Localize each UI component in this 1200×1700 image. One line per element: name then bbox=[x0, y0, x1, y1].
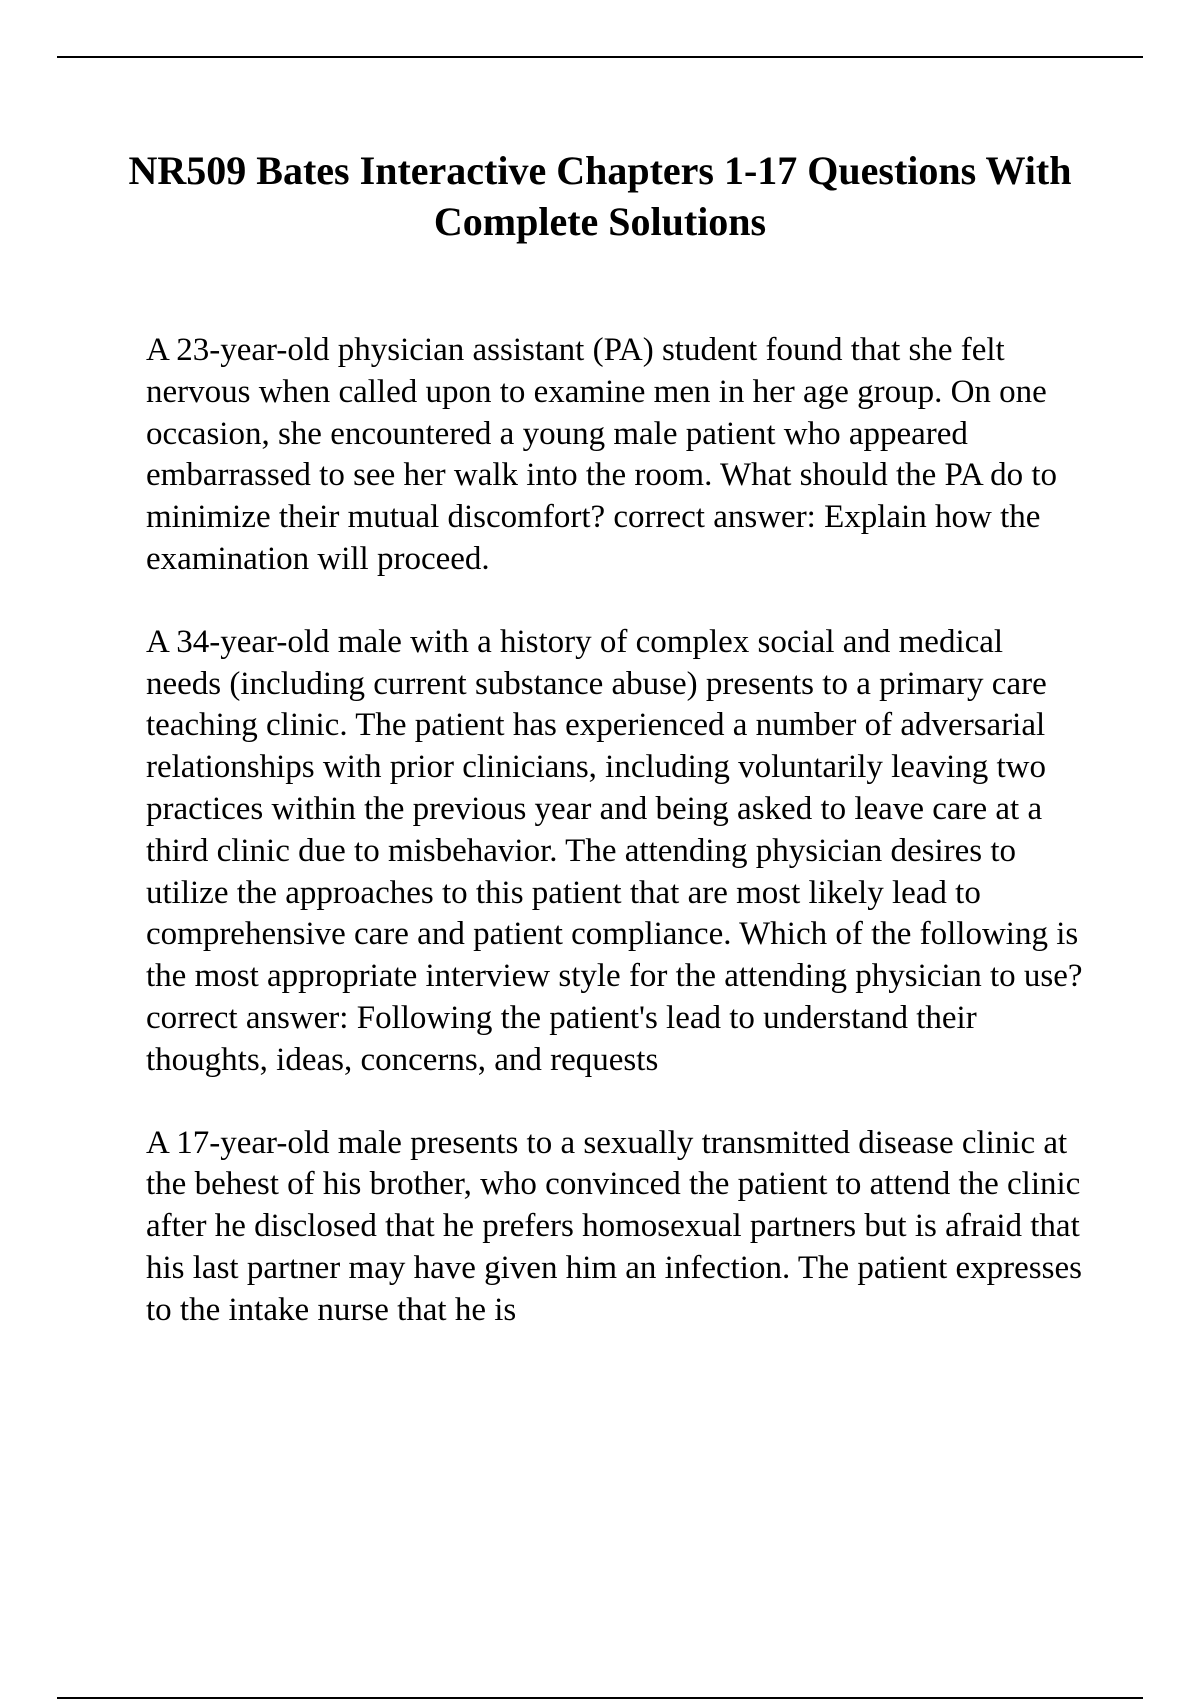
bottom-divider bbox=[57, 1697, 1143, 1699]
top-divider bbox=[57, 56, 1143, 58]
question-paragraph-2: A 34-year-old male with a history of complex social and medical needs (including current substance abuse) presents to a primary care teaching clinic. The patient has experienced a number of adversarial relationships with prior clinicians, including voluntarily leaving two practices within the previous year and being asked to leave care at a third clinic due to misbehavior. The attending physician desires to utilize the approaches to this patient that are most likely lead to comprehensive care and patient compliance. Which of the following is the most appropriate interview style for the attending physician to use? correct answer: Following the patient's lead to understand their thoughts, ideas, concerns, and requests bbox=[146, 623, 1083, 1078]
document-title: NR509 Bates Interactive Chapters 1-17 Questions With Complete Solutions bbox=[128, 148, 1072, 244]
question-paragraph-3: A 17-year-old male presents to a sexually transmitted disease clinic at the behest of his brother, who convinced the patient to attend the clinic after he disclosed that he prefers homosexual partners but is afraid that his last partner may have given him an infection. The patient expresses to the intake nurse that he is bbox=[146, 1124, 1082, 1328]
question-paragraph-1: A 23-year-old physician assistant (PA) student found that she felt nervous when called upon to examine men in her age group. On one occasion, she encountered a young male patient who appeared embarrassed to see her walk into the room. What should the PA do to minimize their mutual discomfort? correct answer: Explain how the examination will proceed. bbox=[146, 332, 1058, 577]
document-body bbox=[146, 330, 1086, 1373]
